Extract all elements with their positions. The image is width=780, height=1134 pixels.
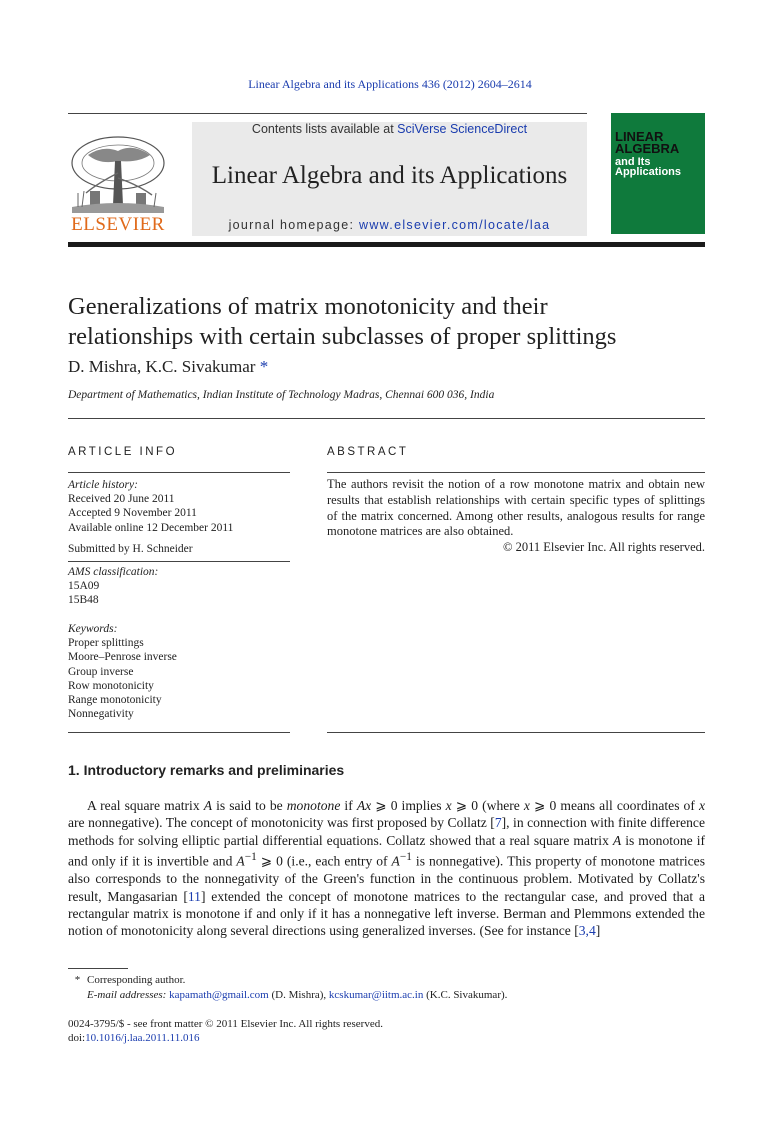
- email-label: E-mail addresses:: [87, 989, 170, 1001]
- cover-sub-line: and Its: [615, 156, 651, 168]
- paper-title: [68, 292, 708, 352]
- accepted-date: Accepted 9 November 2011: [68, 507, 197, 520]
- math: −1: [244, 851, 257, 864]
- article-history: [68, 478, 233, 535]
- paper-title-line: Generalizations of matrix monotonicity and their: [68, 293, 548, 320]
- citation-link[interactable]: 7: [494, 815, 502, 831]
- text: is said to be: [212, 798, 287, 813]
- text: ] extended the concept of monotone matrices to the rectangular case, and proved that a rectangular matrix is monotone if and only if it has a nonnegative left inverse. Berman and Plemmons extended the notion of monotonicity along several directions using generalized inverses. (See for instance [: [68, 888, 705, 939]
- contents-prefix: Contents lists available at: [251, 122, 398, 136]
- text: ⩾ 0 means all coordinates of: [529, 798, 699, 813]
- math: x: [523, 798, 530, 813]
- journal-title: Linear Algebra and its Applications: [211, 162, 568, 189]
- footnote-star: *: [74, 974, 81, 986]
- math: A: [236, 853, 245, 869]
- text: is monotone if and only if it is invertible and: [68, 832, 706, 869]
- keywords: [68, 622, 177, 721]
- received-date: Received 20 June 2011: [68, 493, 175, 506]
- doi-line: [68, 1032, 200, 1044]
- keywords-label: Keywords:: [68, 623, 118, 635]
- corresponding-text: Corresponding author.: [87, 974, 186, 986]
- homepage-line: [192, 218, 587, 232]
- ams-code: 15B48: [68, 594, 99, 607]
- homepage-link[interactable]: www.elsevier.com/locate/laa: [359, 218, 551, 232]
- divider: [327, 472, 705, 473]
- section-body: [68, 797, 705, 940]
- journal-cover-thumbnail[interactable]: [611, 113, 705, 234]
- citation-link[interactable]: 3,4: [578, 923, 596, 939]
- header-thick-rule: [68, 242, 705, 247]
- cover-title: [615, 131, 679, 154]
- history-label: Article history:: [68, 479, 138, 491]
- email-owner: (K.C. Sivakumar).: [423, 989, 508, 1001]
- keyword: Row monotonicity: [68, 679, 154, 692]
- abstract-heading: ABSTRACT: [327, 446, 409, 458]
- email-link[interactable]: kcskumar@iitm.ac.in: [328, 989, 424, 1001]
- elsevier-wordmark: ELSEVIER: [71, 214, 165, 235]
- text: if: [340, 798, 357, 813]
- text: ], in connection with finite difference methods for solving elliptic partial differential equations. Collatz showed that a real square matrix: [68, 815, 705, 848]
- email-link[interactable]: kapamath@gmail.com: [169, 989, 269, 1001]
- keyword: Moore–Penrose inverse: [68, 651, 177, 664]
- author-names: D. Mishra, K.C. Sivakumar: [68, 357, 256, 376]
- math: x: [698, 798, 705, 813]
- divider: [327, 732, 705, 733]
- submitted-by: Submitted by H. Schneider: [68, 543, 193, 555]
- article-info-heading: ARTICLE INFO: [68, 446, 178, 458]
- text: ]: [595, 923, 601, 939]
- front-matter-line: 0024-3795/$ - see front matter © 2011 Elsevier Inc. All rights reserved.: [68, 1018, 383, 1030]
- math: A: [612, 832, 622, 848]
- text: ⩾ 0 implies: [371, 798, 446, 813]
- doi-link[interactable]: 10.1016/j.laa.2011.11.016: [85, 1032, 200, 1044]
- cover-sub-line: Applications: [615, 166, 682, 178]
- ams-label: AMS classification:: [68, 566, 159, 578]
- divider: [68, 732, 290, 733]
- corresponding-author-mark[interactable]: *: [259, 357, 269, 376]
- text: are nonnegative). The concept of monotonicity was first proposed by Collatz [: [68, 815, 495, 831]
- body-paragraph: [68, 797, 705, 940]
- text: A real square matrix: [87, 798, 204, 813]
- math: −1: [399, 851, 412, 864]
- text: ⩾ 0 (where: [451, 798, 524, 813]
- divider: [68, 561, 290, 562]
- emphasis: monotone: [286, 798, 341, 813]
- header-top-rule: [68, 113, 587, 114]
- journal-reference-link[interactable]: Linear Algebra and its Applications 436 (2012) 2604–2614: [248, 77, 532, 91]
- section-title: 1. Introductory remarks and preliminaries: [68, 762, 345, 778]
- abstract-text: The authors revisit the notion of a row monotone matrix and obtain new results that establish relationships with certain specific types of splittings of the matrix concerned. Among other results, analogous results for range monotone matrices are also obtained.: [327, 477, 705, 539]
- homepage-prefix: journal homepage:: [228, 218, 359, 232]
- abstract-copyright: © 2011 Elsevier Inc. All rights reserved.: [502, 540, 705, 554]
- ams-code: 15A09: [68, 580, 100, 593]
- ams-classification: [68, 565, 158, 608]
- email-owner: (D. Mishra),: [268, 989, 329, 1001]
- text: ⩾ 0 (i.e., each entry of: [256, 853, 392, 869]
- paper-title-line: relationships with certain subclasses of proper splittings: [68, 323, 617, 350]
- footnote-rule: [68, 968, 128, 969]
- online-date: Available online 12 December 2011: [68, 521, 234, 534]
- doi-label: doi:: [68, 1032, 86, 1044]
- keyword: Group inverse: [68, 665, 134, 678]
- affiliation: Department of Mathematics, Indian Institute of Technology Madras, Chennai 600 036, India: [68, 389, 495, 401]
- authors: [68, 357, 268, 377]
- contents-line: [192, 122, 587, 136]
- text: is nonnegative). This property of monotone matrices also corresponds to the nonnegativity of the Green's function in the continuous problem. Motivated by Collatz's result, Mangasarian [: [68, 853, 705, 904]
- cover-title-line: ALGEBRA: [615, 140, 680, 156]
- email-footnote: [87, 989, 507, 1001]
- keyword: Range monotonicity: [68, 694, 162, 707]
- math: Ax: [356, 798, 372, 813]
- citation-link[interactable]: 11: [187, 888, 201, 904]
- divider: [68, 418, 705, 419]
- sciencedirect-link[interactable]: SciVerse ScienceDirect: [397, 122, 528, 136]
- keyword: Proper splittings: [68, 637, 144, 650]
- cover-subtitle: [615, 157, 681, 177]
- math: A: [203, 798, 212, 813]
- keyword: Nonnegativity: [68, 708, 134, 721]
- math: A: [391, 853, 400, 869]
- cover-title-line: LINEAR: [615, 129, 664, 144]
- divider: [68, 472, 290, 473]
- math: x: [445, 798, 452, 813]
- corresponding-footnote: [68, 974, 185, 986]
